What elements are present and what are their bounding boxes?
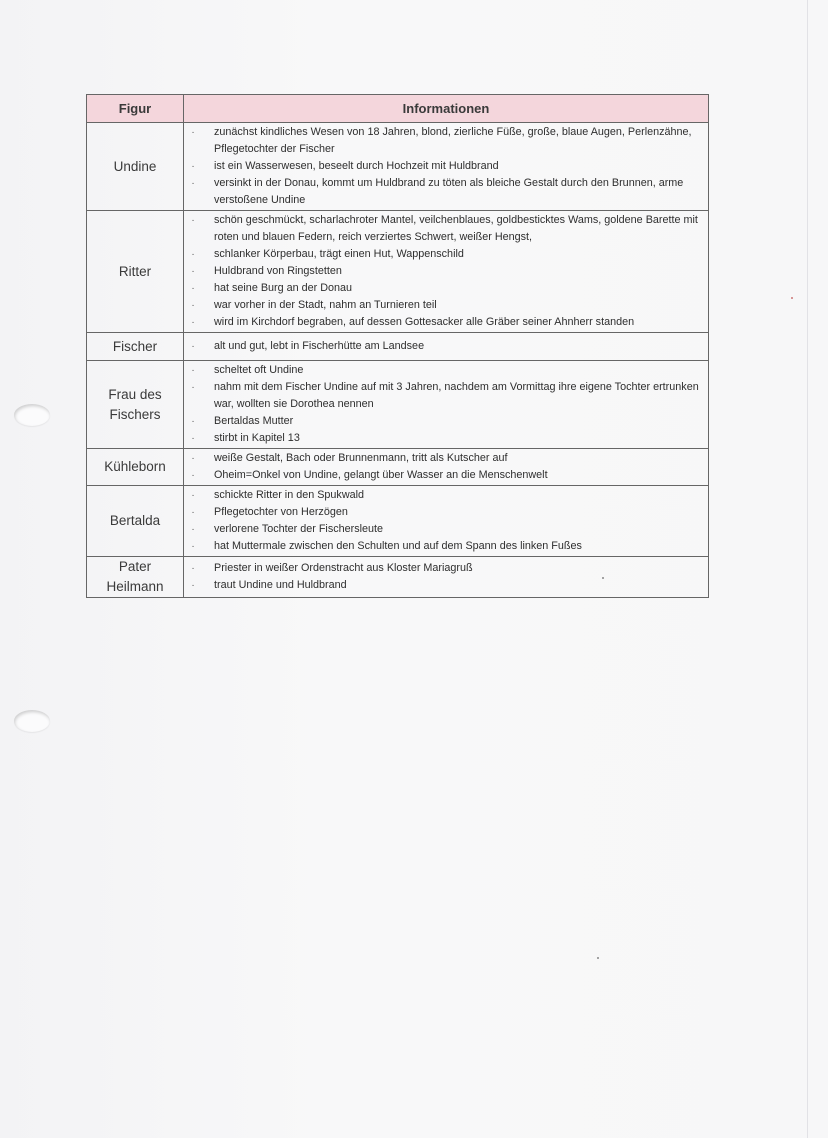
bullet-icon: · <box>191 161 195 172</box>
info-text: stirbt in Kapitel 13 <box>214 432 300 444</box>
info-text: zunächst kindliches Wesen von 18 Jahren, blond, zierliche Füße, große, blaue Augen, Perlenzähne, Pflegetochter der Fischer <box>214 126 692 155</box>
info-item <box>184 560 704 577</box>
bullet-icon: · <box>191 127 195 138</box>
bullet-icon: · <box>191 283 195 294</box>
bullet-icon: · <box>191 215 195 226</box>
info-item <box>184 467 704 484</box>
figure-name: Kühleborn <box>87 449 184 486</box>
info-item <box>184 175 704 209</box>
bullet-icon: · <box>191 580 195 591</box>
bullet-icon: · <box>191 341 195 352</box>
info-cell <box>184 333 709 361</box>
info-text: ist ein Wasserwesen, beseelt durch Hochzeit mit Huldbrand <box>214 160 499 172</box>
bullet-icon: · <box>191 249 195 260</box>
info-text: war vorher in der Stadt, nahm an Turnieren teil <box>214 299 437 311</box>
info-cell <box>184 486 709 557</box>
bullet-icon: · <box>191 507 195 518</box>
info-text: Huldbrand von Ringstetten <box>214 265 342 277</box>
info-item <box>184 450 704 467</box>
info-cell <box>184 449 709 486</box>
info-text: Bertaldas Mutter <box>214 415 294 427</box>
figure-name: Bertalda <box>87 486 184 557</box>
info-text: Priester in weißer Ordenstracht aus Kloster Mariagruß <box>214 562 473 574</box>
bullet-icon: · <box>191 433 195 444</box>
bullet-icon: · <box>191 470 195 481</box>
info-item <box>184 504 704 521</box>
info-item <box>184 263 704 280</box>
header-information: Informationen <box>184 95 709 123</box>
info-text: scheltet oft Undine <box>214 364 304 376</box>
info-list <box>184 362 704 447</box>
info-cell <box>184 557 709 598</box>
figure-name: Undine <box>87 123 184 211</box>
bullet-icon: · <box>191 490 195 501</box>
table-row <box>87 449 709 486</box>
info-text: alt und gut, lebt in Fischerhütte am Landsee <box>214 340 425 352</box>
bullet-icon: · <box>191 266 195 277</box>
info-list <box>184 124 704 209</box>
info-item <box>184 246 704 263</box>
scan-speck <box>791 297 793 299</box>
info-text: schickte Ritter in den Spukwald <box>214 489 365 501</box>
bullet-icon: · <box>191 178 195 189</box>
info-item <box>184 521 704 538</box>
info-text: verlorene Tochter der Fischersleute <box>214 523 384 535</box>
table-row <box>87 361 709 449</box>
table-row <box>87 123 709 211</box>
punch-hole-upper <box>14 404 50 426</box>
bullet-icon: · <box>191 541 195 552</box>
info-cell <box>184 123 709 211</box>
figure-name: Fischer <box>87 333 184 361</box>
info-text: hat seine Burg an der Donau <box>214 282 353 294</box>
figure-name: Frau des Fischers <box>87 361 184 449</box>
figure-name: Ritter <box>87 211 184 333</box>
info-text: nahm mit dem Fischer Undine auf mit 3 Jahren, nachdem am Vormittag ihre eigene Tochter ertrunken war, wollten sie Dorothea nennen <box>214 381 699 410</box>
bullet-icon: · <box>191 563 195 574</box>
character-table <box>86 94 709 598</box>
info-cell <box>184 211 709 333</box>
info-text: wird im Kirchdorf begraben, auf dessen Gottesacker alle Gräber seiner Ahnherr standen <box>214 316 635 328</box>
info-item <box>184 297 704 314</box>
header-row <box>87 95 709 123</box>
info-item <box>184 379 704 413</box>
table-row <box>87 333 709 361</box>
bullet-icon: · <box>191 524 195 535</box>
info-text: Oheim=Onkel von Undine, gelangt über Wasser an die Menschenwelt <box>214 469 548 481</box>
info-list <box>184 487 704 555</box>
bullet-icon: · <box>191 300 195 311</box>
info-text: hat Muttermale zwischen den Schulten und auf dem Spann des linken Fußes <box>214 540 582 552</box>
info-item <box>184 338 704 355</box>
bullet-icon: · <box>191 453 195 464</box>
info-text: Pflegetochter von Herzögen <box>214 506 348 518</box>
info-list <box>184 450 704 484</box>
bullet-icon: · <box>191 382 195 393</box>
table-row <box>87 557 709 598</box>
info-item <box>184 280 704 297</box>
info-text: schlanker Körperbau, trägt einen Hut, Wappenschild <box>214 248 464 260</box>
bullet-icon: · <box>191 365 195 376</box>
paper-edge <box>807 0 808 1138</box>
info-text: weiße Gestalt, Bach oder Brunnenmann, tritt als Kutscher auf <box>214 452 508 464</box>
header-figure: Figur <box>87 95 184 123</box>
info-list <box>184 560 704 594</box>
info-item <box>184 158 704 175</box>
table-row <box>87 486 709 557</box>
info-item <box>184 577 704 594</box>
info-item <box>184 314 704 331</box>
info-text: schön geschmückt, scharlachroter Mantel, veilchenblaues, goldbesticktes Wams, goldene Barette mit roten und blauen Federn, reich verziertes Schwert, weißer Hengst, <box>214 214 698 243</box>
table-row <box>87 211 709 333</box>
info-item <box>184 413 704 430</box>
info-item <box>184 430 704 447</box>
info-list <box>184 338 704 355</box>
scan-speck <box>597 957 599 959</box>
info-list <box>184 212 704 331</box>
punch-hole-lower <box>14 710 50 732</box>
info-item <box>184 212 704 246</box>
info-item <box>184 124 704 158</box>
info-cell <box>184 361 709 449</box>
info-item <box>184 538 704 555</box>
bullet-icon: · <box>191 416 195 427</box>
info-text: traut Undine und Huldbrand <box>214 579 347 591</box>
info-item <box>184 487 704 504</box>
figure-name: Pater Heilmann <box>87 557 184 598</box>
bullet-icon: · <box>191 317 195 328</box>
info-item <box>184 362 704 379</box>
info-text: versinkt in der Donau, kommt um Huldbrand zu töten als bleiche Gestalt durch den Brunnen, arme verstoßene Undine <box>214 177 684 206</box>
